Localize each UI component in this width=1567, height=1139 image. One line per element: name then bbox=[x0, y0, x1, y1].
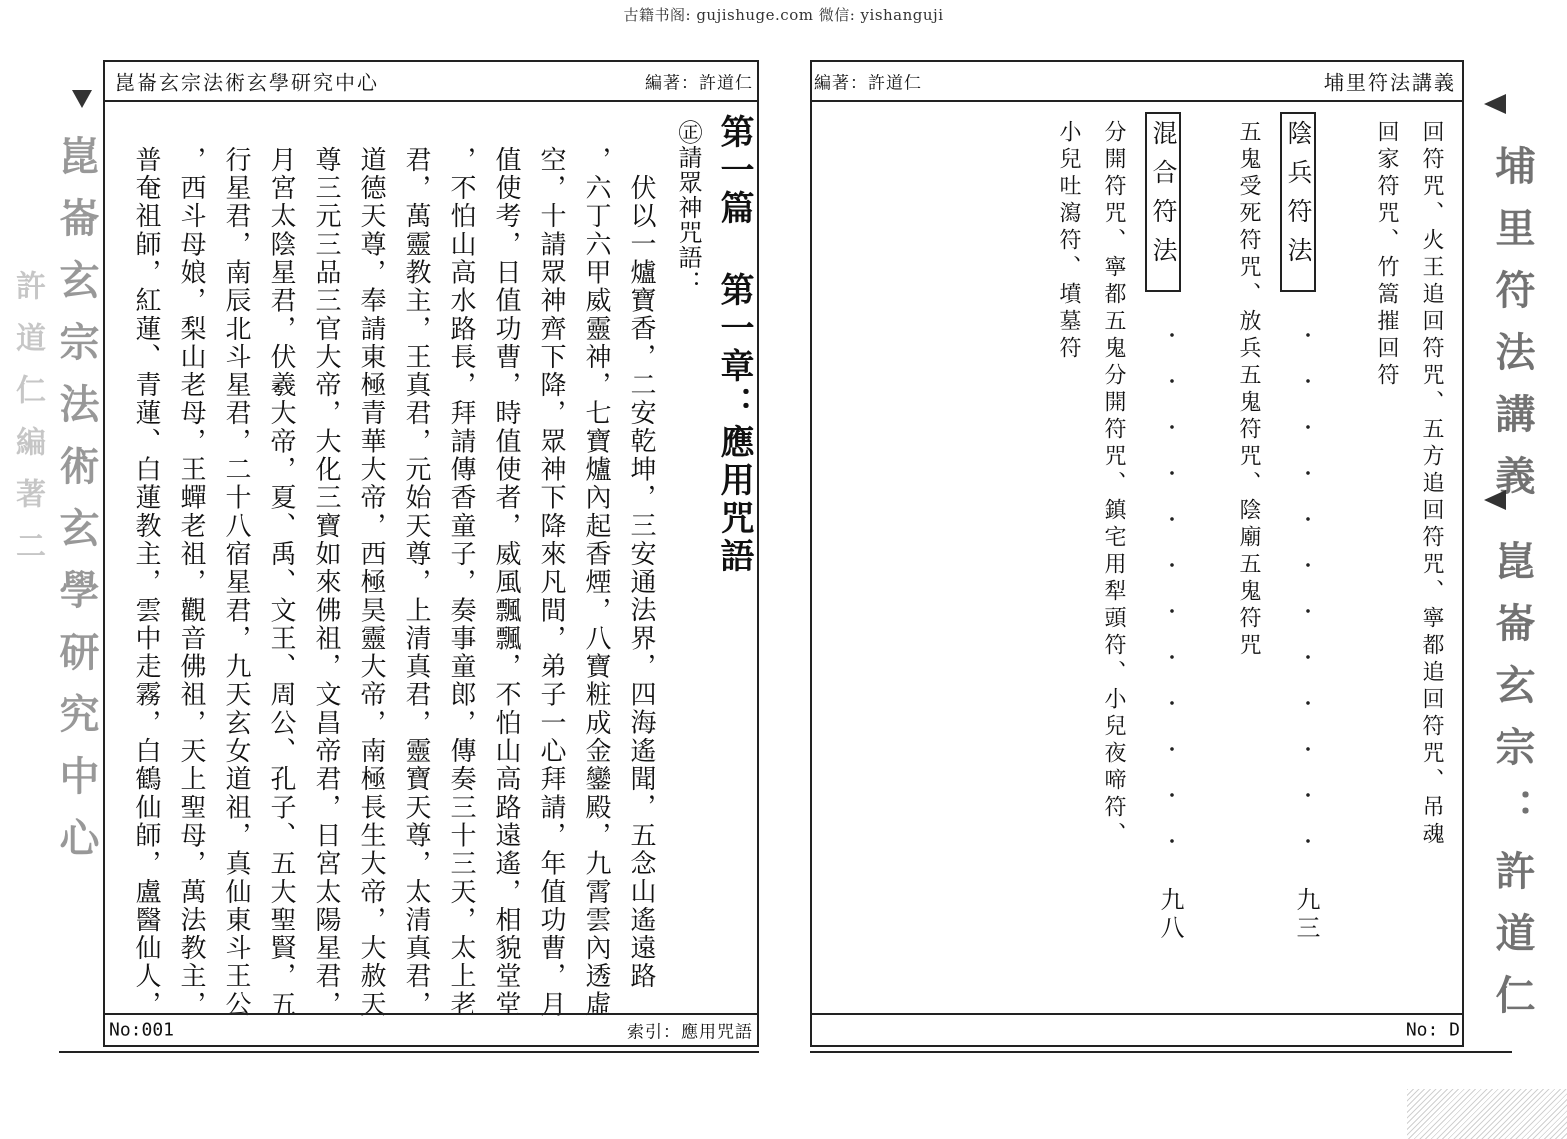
bleed-column-2: 許道仁編著二 bbox=[10, 270, 45, 582]
body-column-4: 值使考，日值功曹，時值使者，威風飄飄，不怕山高路遠遙，相貌堂堂 bbox=[491, 146, 521, 1019]
bleed-marker-triangle-top bbox=[1484, 94, 1506, 114]
right-page bbox=[810, 60, 1464, 1047]
bleed-column-1: 崑崙玄宗法術玄學研究中心 bbox=[53, 135, 100, 879]
bleed-marker-triangle-mid bbox=[1484, 490, 1506, 510]
right-page-footer bbox=[812, 1013, 1462, 1045]
invocation-subheading: ㊣請眾神咒語： bbox=[674, 120, 702, 295]
section-hunhe-item-2: 小兒吐瀉符、墳墓符 bbox=[1056, 120, 1081, 363]
section-title-box-hunhe bbox=[1145, 112, 1181, 292]
toc-page-number-2: 九八 bbox=[1156, 887, 1184, 943]
scan-noise bbox=[1407, 1089, 1567, 1139]
left-header-author: 編著：許道仁 bbox=[645, 73, 753, 94]
left-page-header bbox=[105, 62, 757, 102]
body-column-11: ，西斗母娘，梨山老母，王蟬老祖，觀音佛祖，天上聖母，萬法教主， bbox=[176, 146, 206, 1019]
section-title-box-yinbing bbox=[1280, 112, 1316, 292]
left-footer-page-number: No:001 bbox=[109, 1019, 175, 1041]
toc-leader-dots-2 bbox=[1170, 312, 1174, 872]
body-column-12: 普奄祖師，紅蓮、青蓮、白蓮教主，雲中走霧，白鶴仙師，盧醫仙人， bbox=[131, 146, 161, 1019]
toc-continuation-line-1: 回符咒、火王追回符咒、五方追回符咒、寧都追回符咒、吊魂 bbox=[1419, 120, 1444, 849]
left-page bbox=[103, 60, 759, 1047]
toc-continuation-line-2: 回家符咒、竹篙摧回符 bbox=[1374, 120, 1399, 390]
body-column-6: 君，萬靈教主，王真君，元始天尊，上清真君，靈寶天尊，太清真君， bbox=[401, 146, 431, 1019]
body-column-2: ，六丁六甲威靈神，七寶爐內起香煙，八寶粧成金鑾殿，九霄雲內透虛 bbox=[581, 146, 611, 1019]
bleed-column-right-1: 埔里符法講義 bbox=[1489, 145, 1536, 517]
watermark-text: 古籍书阁: gujishuge.com 微信: yishanguji bbox=[623, 6, 944, 24]
section-hunhe-item-1: 分開符咒、寧都五鬼分開符咒、鎮宅用犁頭符、小兒夜啼符、 bbox=[1101, 120, 1126, 849]
chapter-heading: 第一篇 第一章：應用咒語 bbox=[714, 114, 754, 576]
right-margin-bleed bbox=[1466, 90, 1566, 1050]
section-title-hunhe: 混合符法 bbox=[1149, 120, 1178, 276]
left-page-footer bbox=[105, 1013, 757, 1045]
toc-leader-dots-1 bbox=[1306, 312, 1310, 872]
right-page-header bbox=[812, 62, 1462, 102]
toc-page-number-1: 九三 bbox=[1292, 887, 1320, 943]
left-header-title: 崑崙玄宗法術玄學研究中心 bbox=[115, 70, 379, 95]
body-column-8: 尊三元三品三官大帝，大化三寶如來佛祖，文昌帝君，日宮太陽星君， bbox=[311, 146, 341, 1019]
bleed-marker-triangle bbox=[72, 90, 92, 108]
right-header-title: 埔里符法講義 bbox=[1324, 70, 1456, 95]
right-header-author: 編著：許道仁 bbox=[814, 73, 922, 94]
body-column-10: 行星君，南辰北斗星君，二十八宿星君，九天玄女道祖，真仙東斗王公 bbox=[221, 146, 251, 1019]
left-footer-index: 索引：應用咒語 bbox=[627, 1022, 753, 1043]
body-column-7: 道德天尊，奉請東極青華大帝，西極昊靈大帝，南極長生大帝，大赦天 bbox=[356, 146, 386, 1019]
body-column-3: 空，十請眾神齊下降，眾神下降來凡間，弟子一心拜請，年值功曹，月 bbox=[536, 146, 566, 1019]
body-column-1: 伏以一爐寶香，二安乾坤，三安通法界，四海遙聞，五念山遙遠路 bbox=[626, 174, 656, 991]
body-column-5: ，不怕山高水路長，拜請傳香童子，奏事童郎，傳奏三十三天，太上老 bbox=[446, 146, 476, 1019]
left-margin-bleed bbox=[0, 90, 100, 1050]
section-title-yinbing: 陰兵符法 bbox=[1284, 120, 1313, 276]
body-column-9: 月宮太陰星君，伏羲大帝，夏、禹、文王、周公、孔子、五大聖賢，五 bbox=[266, 146, 296, 1019]
section-yinbing-item-1: 五鬼受死符咒、放兵五鬼符咒、陰廟五鬼符咒 bbox=[1236, 120, 1261, 660]
bleed-column-right-2: 崑崙玄宗：許道仁 bbox=[1489, 540, 1536, 1036]
right-footer-page-number: No: D bbox=[1405, 1019, 1460, 1041]
